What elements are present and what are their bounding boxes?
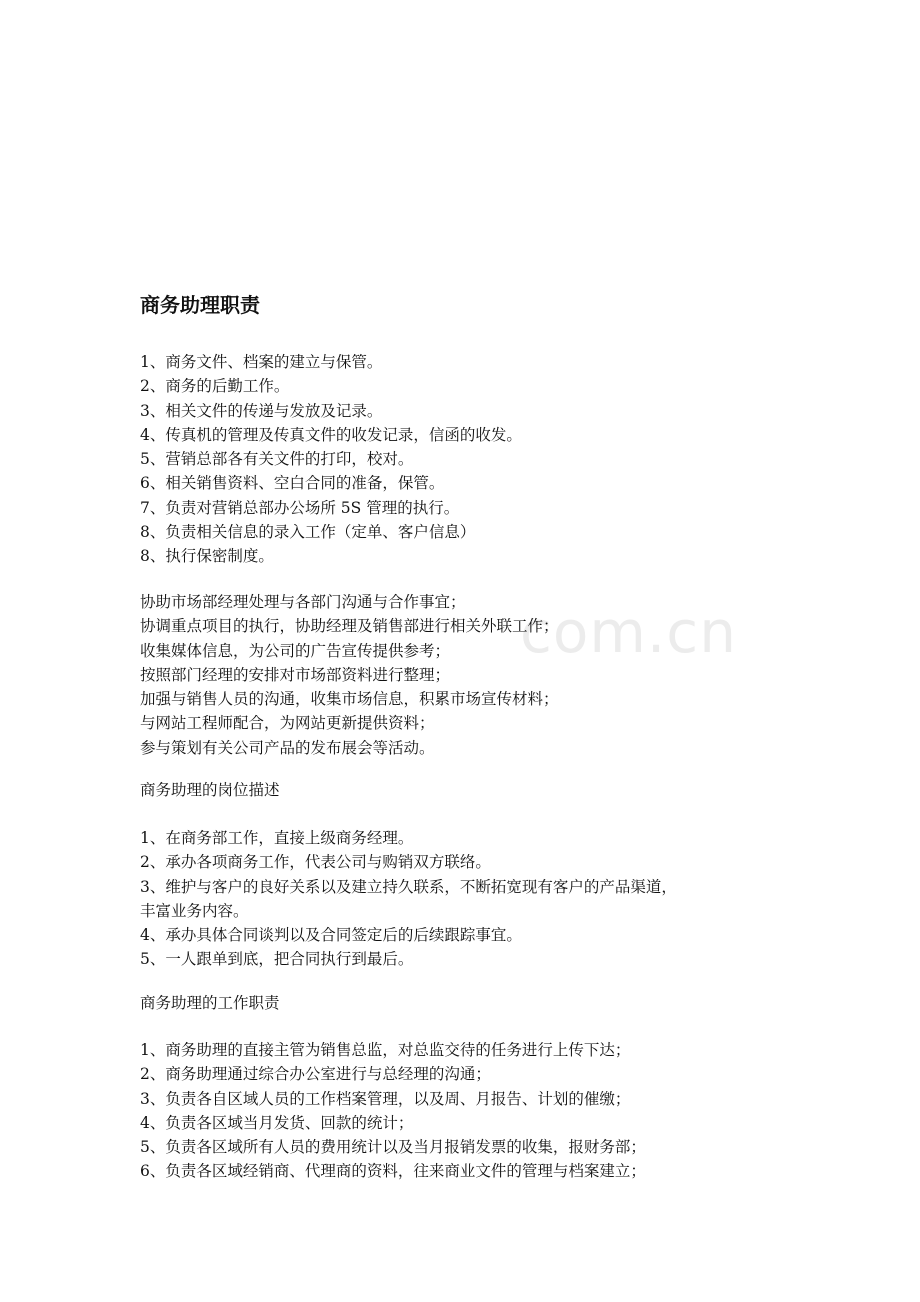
list-item: 5、负责各区域所有人员的费用统计以及当月报销发票的收集，报财务部； bbox=[140, 1138, 646, 1157]
list-item: 按照部门经理的安排对市场部资料进行整理； bbox=[140, 665, 451, 684]
list-item: 6、负责各区域经销商、代理商的资料，往来商业文件的管理与档案建立； bbox=[140, 1162, 646, 1181]
list-item: 6、相关销售资料、空白合同的准备，保管。 bbox=[140, 474, 445, 493]
list-item: 1、商务文件、档案的建立与保管。 bbox=[140, 353, 383, 371]
work-duties-heading: 商务助理的工作职责 bbox=[140, 994, 280, 1012]
list-item: 8、执行保密制度。 bbox=[140, 547, 274, 566]
list-item: 8、负责相关信息的录入工作（定单、客户信息） bbox=[140, 523, 476, 542]
work-duties-list bbox=[140, 1038, 800, 1184]
list-item: 2、承办各项商务工作，代表公司与购销双方联络。 bbox=[140, 853, 491, 872]
list-item: 5、营销总部各有关文件的打印，校对。 bbox=[140, 450, 414, 469]
watermark: com.cn bbox=[520, 598, 737, 666]
list-item: 参与策划有关公司产品的发布展会等活动。 bbox=[140, 738, 435, 757]
list-item: 4、传真机的管理及传真文件的收发记录，信函的收发。 bbox=[140, 425, 522, 444]
list-item: 4、负责各区域当月发货、回款的统计； bbox=[140, 1113, 414, 1132]
list-item: 协调重点项目的执行，协助经理及销售部进行相关外联工作； bbox=[140, 617, 559, 636]
list-item: 2、商务助理通过综合办公室进行与总经理的沟通； bbox=[140, 1065, 491, 1084]
list-item: 1、在商务部工作，直接上级商务经理。 bbox=[140, 829, 414, 847]
duties-list bbox=[140, 350, 800, 569]
list-item: 3、负责各自区域人员的工作档案管理，以及周、月报告、计划的催缴； bbox=[140, 1089, 631, 1108]
list-item: 1、商务助理的直接主管为销售总监，对总监交待的任务进行上传下达； bbox=[140, 1041, 631, 1059]
list-item: 5、一人跟单到底，把合同执行到最后。 bbox=[140, 950, 414, 969]
job-description-list bbox=[140, 826, 800, 972]
list-item: 2、商务的后勤工作。 bbox=[140, 377, 290, 396]
list-item: 收集媒体信息，为公司的广告宣传提供参考； bbox=[140, 641, 451, 660]
list-item: 加强与销售人员的沟通，收集市场信息，积累市场宣传材料； bbox=[140, 690, 559, 709]
list-item: 丰富业务内容。 bbox=[140, 901, 249, 920]
document-title: 商务助理职责 bbox=[140, 293, 260, 317]
list-item: 协助市场部经理处理与各部门沟通与合作事宜； bbox=[140, 593, 466, 611]
list-item: 4、承办具体合同谈判以及合同签定后的后续跟踪事宜。 bbox=[140, 926, 522, 945]
list-item: 7、负责对营销总部办公场所 5S 管理的执行。 bbox=[140, 498, 460, 517]
job-description-heading: 商务助理的岗位描述 bbox=[140, 781, 280, 799]
list-item: 与网站工程师配合，为网站更新提供资料； bbox=[140, 714, 435, 733]
support-tasks-list bbox=[140, 590, 800, 760]
list-item: 3、相关文件的传递与发放及记录。 bbox=[140, 401, 383, 420]
list-item: 3、维护与客户的良好关系以及建立持久联系，不断拓宽现有客户的产品渠道， bbox=[140, 877, 677, 896]
